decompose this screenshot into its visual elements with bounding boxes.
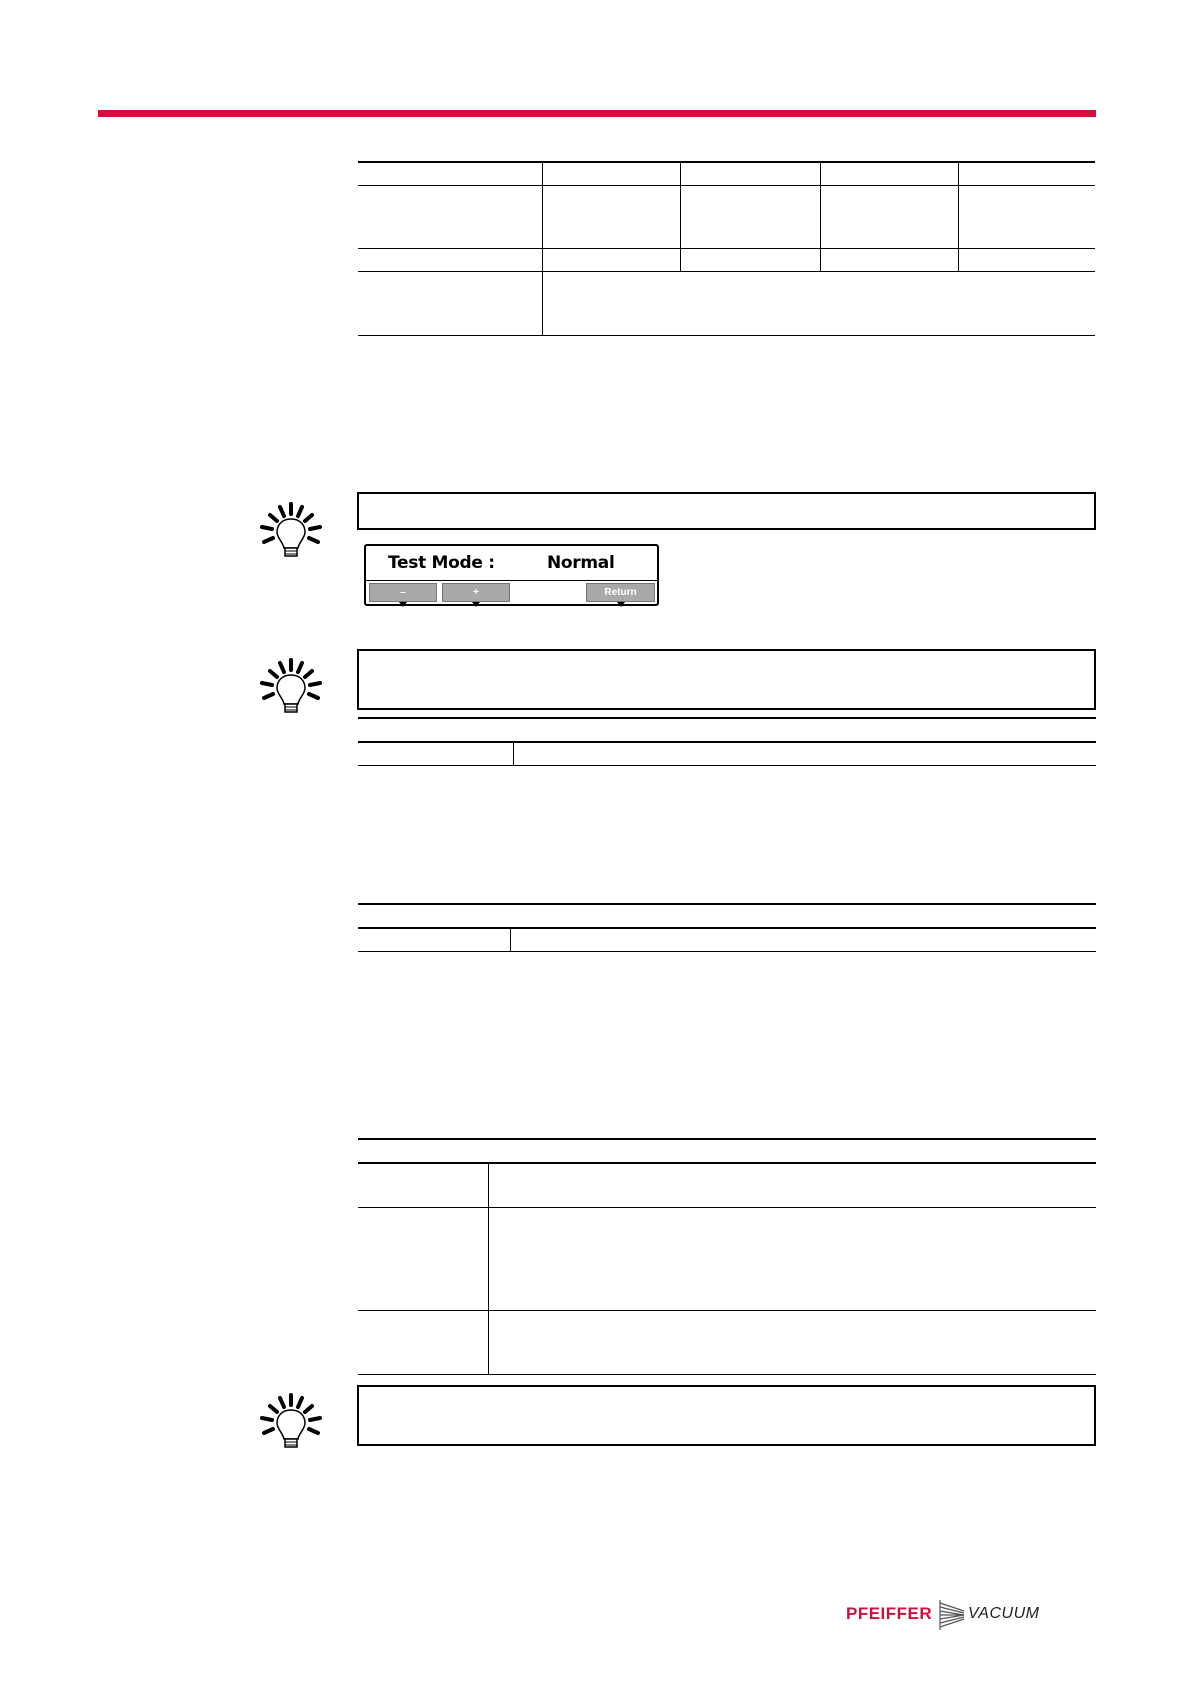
minus-softkey[interactable] — [369, 583, 437, 602]
tip-box-1 — [357, 492, 1096, 530]
device-display — [364, 544, 659, 606]
lightbulb-icon — [258, 658, 324, 718]
brand-name-left: PFEIFFER — [846, 1604, 933, 1623]
brand-name-right: VACUUM — [968, 1605, 1040, 1622]
brand-logo — [846, 1598, 1046, 1632]
brand-mark-icon — [938, 1598, 968, 1632]
return-softkey-label: Return — [604, 587, 637, 598]
display-value: Normal — [547, 553, 615, 573]
minus-softkey-label: – — [400, 587, 406, 598]
return-softkey[interactable] — [586, 583, 655, 602]
display-label: Test Mode : — [388, 553, 495, 573]
plus-softkey-label: + — [473, 587, 479, 598]
header-bar — [98, 110, 1096, 117]
lightbulb-icon — [258, 502, 324, 562]
plus-softkey[interactable] — [442, 583, 510, 602]
tip-box-3 — [357, 1385, 1096, 1446]
tip-box-2 — [357, 649, 1096, 710]
lightbulb-icon — [258, 1393, 324, 1453]
